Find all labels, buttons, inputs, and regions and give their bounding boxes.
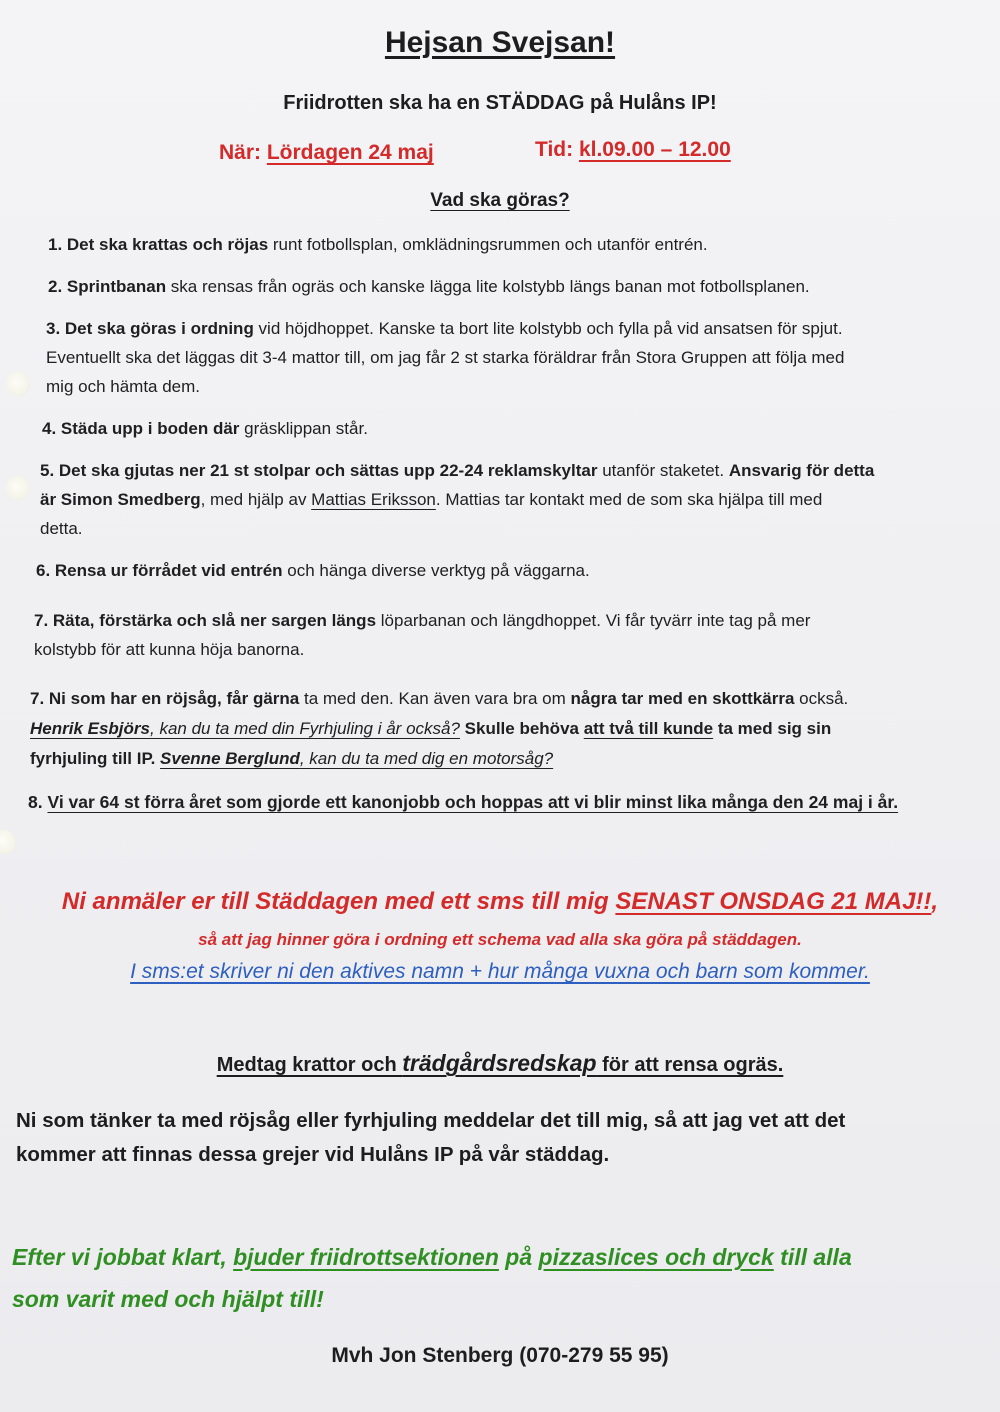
section-heading: Vad ska göras? <box>430 190 570 211</box>
item-question: , kan du ta med dig en motorsåg? <box>299 749 554 768</box>
time-value: kl.09.00 – 12.00 <box>578 138 731 161</box>
signup-notice <box>0 888 1000 916</box>
item-bold: fyrhjuling till IP. <box>30 749 161 768</box>
item-bold: 5. Det ska gjutas ner 21 st stolpar och sättas upp 22-24 reklamskyltar <box>40 461 598 480</box>
reward-text: pizzaslices och dryck <box>538 1244 774 1270</box>
item-question: , kan du ta med din Fyrhjuling i år också? <box>150 719 460 738</box>
item-text: och hänga diverse verktyg på väggarna. <box>282 561 590 580</box>
item-text: kolstybb för att kunna höja banorna. <box>34 640 305 659</box>
bring-tools-heading <box>0 1050 1000 1077</box>
item-text: runt fotbollsplan, omklädningsrummen och utanför entrén. <box>268 235 708 254</box>
list-item-1 <box>48 230 708 259</box>
notice-text: Ni anmäler er till Städdagen med ett sms till mig <box>61 888 616 915</box>
subtitle: Friidrotten ska ha en STÄDDAG på Hulåns IP! <box>283 92 717 114</box>
item-number: 8. <box>28 792 48 812</box>
item-text: gräsklippan står. <box>239 419 368 438</box>
notice-line-2: så att jag hinner göra i ordning ett schema vad alla ska göra på städdagen. <box>198 930 802 949</box>
item-bold: 7. Ni som har en röjsåg, får gärna <box>30 689 300 708</box>
punch-hole <box>6 476 30 500</box>
item-text: vid höjdhoppet. Kanske ta bort lite kolstybb och fylla på vid ansatsen för spjut. <box>253 319 843 338</box>
when-label: När: <box>219 141 262 164</box>
heading-text: för att rensa ogräs. <box>596 1054 784 1076</box>
list-item-7b <box>30 684 848 774</box>
helper-name: Svenne Berglund <box>160 749 300 768</box>
notice-line-3: I sms:et skriver ni den aktives namn + hur många vuxna och barn som kommer. <box>130 960 870 983</box>
info-paragraph <box>16 1104 976 1172</box>
reward-text: Efter vi jobbat klart, <box>12 1244 234 1270</box>
item-bold: Ansvarig för detta <box>728 461 875 480</box>
reward-text: till alla <box>773 1244 852 1270</box>
item-text: . Mattias tar kontakt med de som ska hjälpa till med <box>435 490 823 509</box>
list-item-4 <box>42 414 368 443</box>
item-text: detta. <box>40 519 83 538</box>
notice-text: , <box>931 888 939 915</box>
item-number: 2. <box>48 277 67 296</box>
deadline: SENAST ONSDAG 21 MAJ!! <box>615 888 932 915</box>
page-title: Hejsan Svejsan! <box>384 26 616 59</box>
item-text: mig och hämta dem. <box>46 377 201 396</box>
item-bold: 1. Det ska krattas och röjas <box>48 235 269 254</box>
heading-emphasis: trädgårdsredskap <box>402 1050 597 1076</box>
list-item-7a <box>34 606 810 664</box>
list-item-8 <box>28 788 898 817</box>
helper-name: Henrik Esbjörs <box>30 719 150 738</box>
paragraph-line: Ni som tänker ta med röjsåg eller fyrhjuling meddelar det till mig, så att jag vet att det <box>16 1109 846 1132</box>
list-item-5 <box>40 456 874 543</box>
item-bold: att två till kunde <box>583 719 714 738</box>
when-date: Lördagen 24 maj <box>266 141 434 164</box>
item-bold: är Simon Smedberg <box>40 490 201 509</box>
punch-hole <box>6 372 30 396</box>
item-bold: 7. Räta, förstärka och slå ner sargen längs <box>34 611 377 630</box>
item-text: utanför staketet. <box>597 461 729 480</box>
item-bold: 3. Det ska göras i ordning <box>46 319 254 338</box>
item-text: ska rensas från ogräs och kanske lägga lite kolstybb längs banan mot fotbollsplanen. <box>166 277 810 296</box>
item-text: ta med den. Kan även vara bra om <box>299 689 571 708</box>
list-item-6 <box>36 556 590 585</box>
reward-text: på <box>498 1244 539 1270</box>
item-bold: Sprintbanan <box>66 277 167 296</box>
heading-text: Medtag krattor och <box>216 1054 403 1076</box>
item-text: , med hjälp av <box>200 490 312 509</box>
helper-name: Mattias Eriksson <box>311 490 436 509</box>
signature: Mvh Jon Stenberg (070-279 55 95) <box>331 1344 669 1367</box>
time-label: Tid: <box>535 138 574 161</box>
paragraph-line: kommer att finnas dessa grejer vid Hulåns IP på vår städdag. <box>16 1143 610 1166</box>
item-text: också. <box>794 689 849 708</box>
item-text: löparbanan och längdhoppet. Vi får tyvärr inte tag på mer <box>376 611 811 630</box>
reward-text: som varit med och hjälpt till! <box>12 1286 324 1312</box>
when-line <box>219 141 434 165</box>
item-bold: några tar med en skottkärra <box>570 689 795 708</box>
item-bold: 4. Städa upp i boden där <box>42 419 240 438</box>
reward-text: bjuder friidrottsektionen <box>233 1244 499 1270</box>
list-item-3 <box>46 314 844 401</box>
item-bold: 6. Rensa ur förrådet vid entrén <box>36 561 283 580</box>
item-text: Vi var 64 st förra året som gjorde ett kanonjobb och hoppas att vi blir minst lika många den 24 maj i år. <box>47 792 899 812</box>
list-item-2 <box>48 272 810 301</box>
item-bold: ta med sig sin <box>713 719 832 738</box>
time-line <box>535 138 731 162</box>
item-text: Eventuellt ska det läggas dit 3-4 mattor till, om jag får 2 st starka föräldrar från Stora Gruppen att följa med <box>46 348 845 367</box>
item-bold: Skulle behöva <box>459 719 584 738</box>
punch-hole <box>0 830 16 854</box>
reward-paragraph <box>12 1236 982 1320</box>
